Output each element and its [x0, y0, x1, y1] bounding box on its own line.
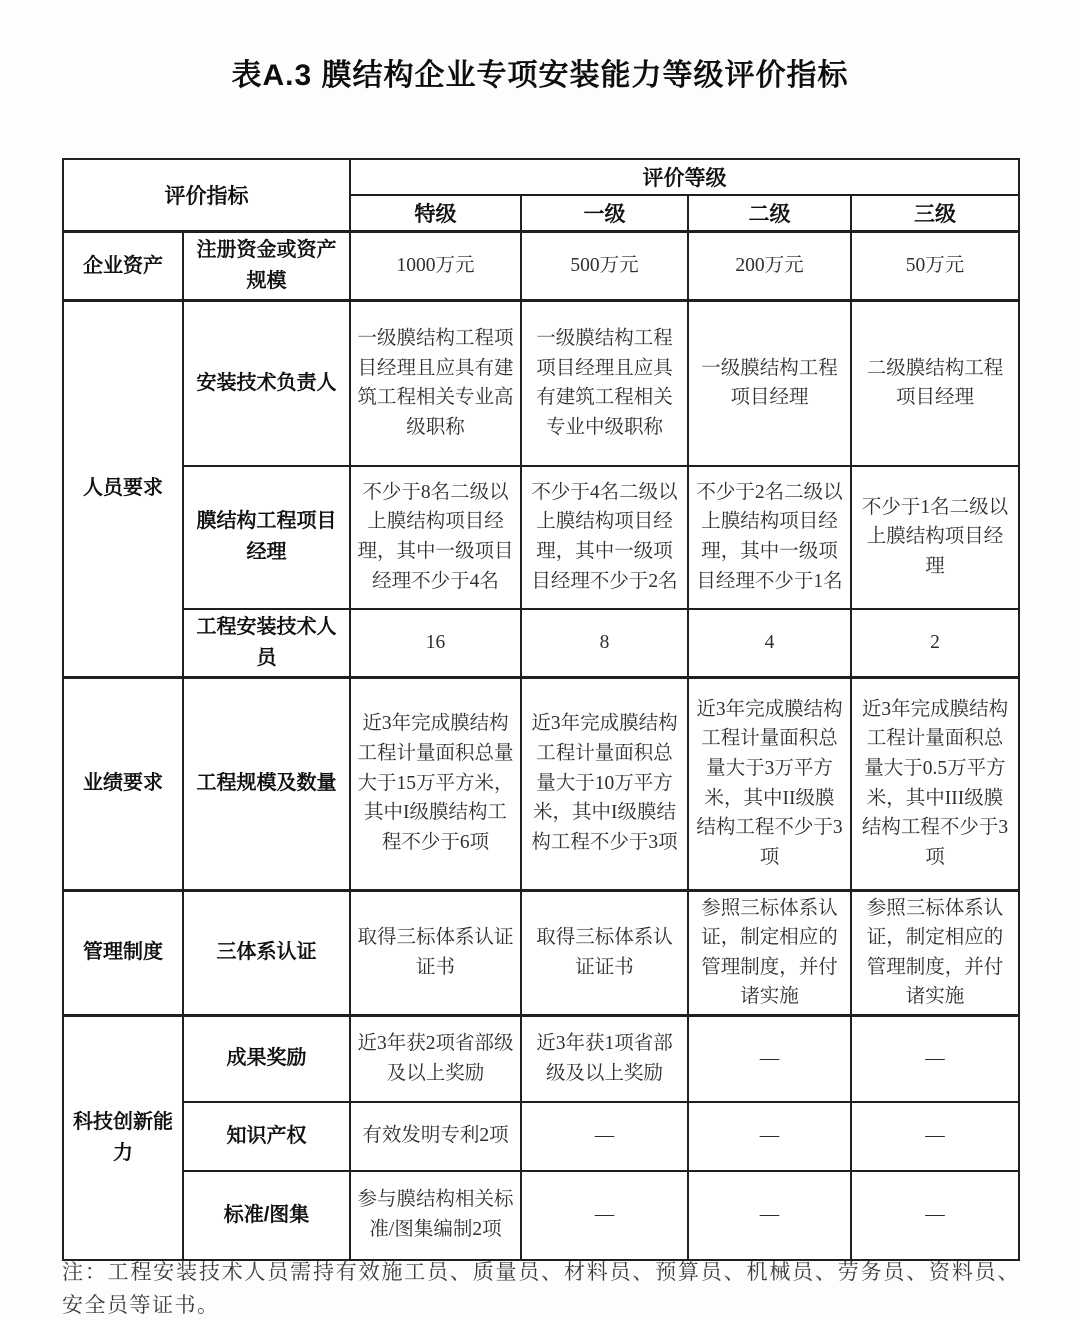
row-label-standards-atlas: 标准/图集: [183, 1171, 350, 1260]
table-row: [63, 609, 1019, 678]
evaluation-table: [62, 158, 1020, 1261]
row-label-project-manager: 膜结构工程项目经理: [183, 466, 350, 609]
cell-value: 近3年完成膜结构工程计量面积总量大于0.5万平方米，其中III级膜结构工程不少于3项: [851, 677, 1019, 890]
row-label-achievement-awards: 成果奖励: [183, 1016, 350, 1102]
cell-value: —: [851, 1171, 1019, 1260]
cell-value: —: [521, 1171, 688, 1260]
cell-value: 近3年完成膜结构工程计量面积总量大于15万平方米，其中I级膜结构工程不少于6项: [350, 677, 521, 890]
cell-value: 参照三标体系认证，制定相应的管理制度，并付诸实施: [688, 890, 851, 1016]
row-label-install-tech-lead: 安装技术负责人: [183, 301, 350, 466]
cell-value: 取得三标体系认证证书: [521, 890, 688, 1016]
group-label-performance: 业绩要求: [63, 677, 183, 890]
table-row: [63, 890, 1019, 1016]
cell-value: 近3年获2项省部级及以上奖励: [350, 1016, 521, 1102]
cell-value: 1000万元: [350, 232, 521, 301]
cell-value: 500万元: [521, 232, 688, 301]
table-row: [63, 466, 1019, 609]
table-row: [63, 232, 1019, 301]
cell-value: —: [851, 1016, 1019, 1102]
cell-value: 一级膜结构工程项目经理且应具有建筑工程相关专业中级职称: [521, 301, 688, 466]
cell-value: 不少于1名二级以上膜结构项目经理: [851, 466, 1019, 609]
cell-value: 不少于8名二级以上膜结构项目经理，其中一级项目经理不少于4名: [350, 466, 521, 609]
header-grade-third: 三级: [851, 195, 1019, 232]
group-label-enterprise-assets: 企业资产: [63, 232, 183, 301]
cell-value: 8: [521, 609, 688, 678]
cell-value: 4: [688, 609, 851, 678]
cell-value: 200万元: [688, 232, 851, 301]
group-label-personnel: 人员要求: [63, 301, 183, 678]
cell-value: 取得三标体系认证证书: [350, 890, 521, 1016]
page-title: 表A.3 膜结构企业专项安装能力等级评价指标: [231, 59, 849, 92]
cell-value: —: [688, 1102, 851, 1171]
cell-value: —: [688, 1171, 851, 1260]
cell-value: 不少于2名二级以上膜结构项目经理，其中一级项目经理不少于1名: [688, 466, 851, 609]
row-label-three-system-cert: 三体系认证: [183, 890, 350, 1016]
header-grade-second: 二级: [688, 195, 851, 232]
cell-value: 一级膜结构工程项目经理: [688, 301, 851, 466]
header-grade-first: 一级: [521, 195, 688, 232]
footnote: 注：工程安装技术人员需持有效施工员、质量员、材料员、预算员、机械员、劳务员、资料员、安全员等证书。: [62, 1260, 1020, 1317]
table-row: [63, 677, 1019, 890]
group-label-management-system: 管理制度: [63, 890, 183, 1016]
group-label-sci-tech-innovation: 科技创新能力: [63, 1016, 183, 1260]
cell-value: 2: [851, 609, 1019, 678]
row-label-project-scale: 工程规模及数量: [183, 677, 350, 890]
header-indicator: 评价指标: [63, 159, 350, 232]
cell-value: 有效发明专利2项: [350, 1102, 521, 1171]
cell-value: 16: [350, 609, 521, 678]
row-label-intellectual-property: 知识产权: [183, 1102, 350, 1171]
cell-value: 50万元: [851, 232, 1019, 301]
header-grade-special: 特级: [350, 195, 521, 232]
cell-value: 近3年完成膜结构工程计量面积总量大于3万平方米，其中II级膜结构工程不少于3项: [688, 677, 851, 890]
cell-value: —: [851, 1102, 1019, 1171]
table-row: [63, 1016, 1019, 1102]
row-label-registered-capital: 注册资金或资产规模: [183, 232, 350, 301]
cell-value: 一级膜结构工程项目经理且应具有建筑工程相关专业高级职称: [350, 301, 521, 466]
table-row: [63, 1102, 1019, 1171]
cell-value: 参照三标体系认证，制定相应的管理制度，并付诸实施: [851, 890, 1019, 1016]
row-label-install-technicians: 工程安装技术人员: [183, 609, 350, 678]
cell-value: 二级膜结构工程项目经理: [851, 301, 1019, 466]
header-grade-level: 评价等级: [350, 159, 1019, 195]
cell-value: —: [688, 1016, 851, 1102]
cell-value: 近3年完成膜结构工程计量面积总量大于10万平方米，其中I级膜结构工程不少于3项: [521, 677, 688, 890]
table-row: [63, 301, 1019, 466]
cell-value: 参与膜结构相关标准/图集编制2项: [350, 1171, 521, 1260]
cell-value: 不少于4名二级以上膜结构项目经理，其中一级项目经理不少于2名: [521, 466, 688, 609]
table-row: [63, 1171, 1019, 1260]
cell-value: —: [521, 1102, 688, 1171]
cell-value: 近3年获1项省部级及以上奖励: [521, 1016, 688, 1102]
